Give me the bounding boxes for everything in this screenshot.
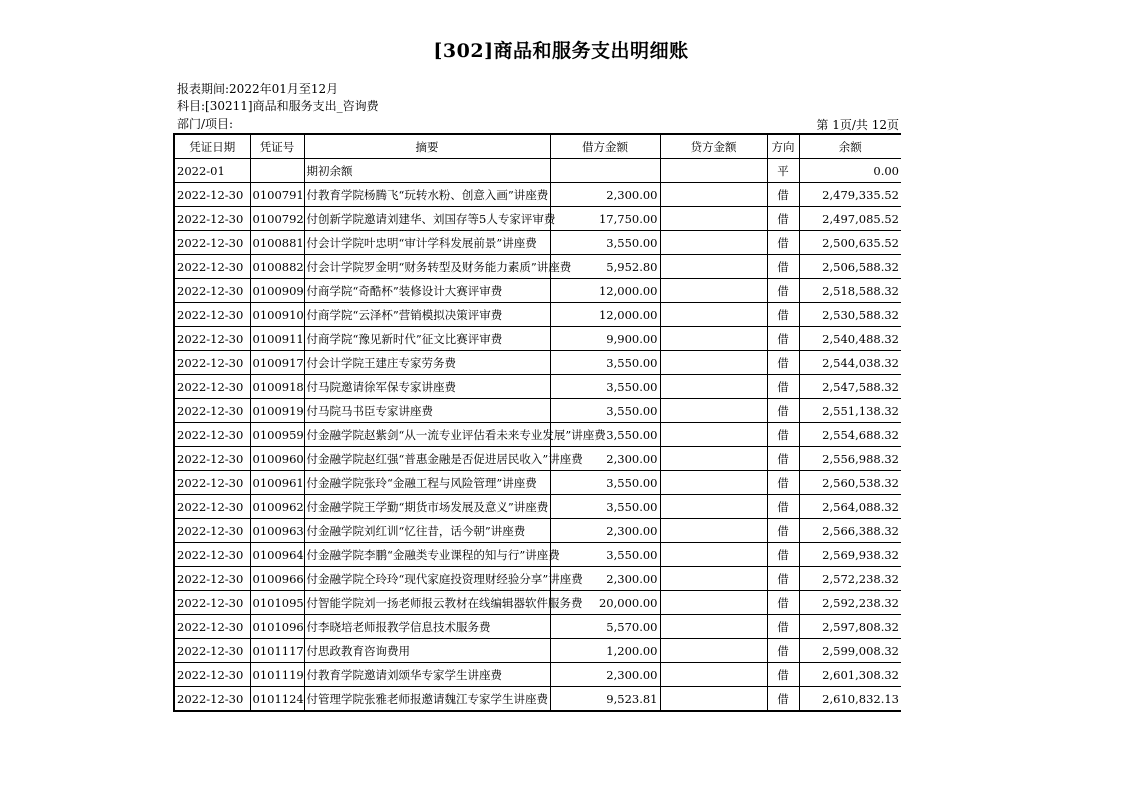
cell-direction: 借: [767, 591, 799, 615]
cell-balance: 2,597,808.32: [799, 615, 901, 639]
cell-balance: 2,497,085.52: [799, 207, 901, 231]
cell-direction: 借: [767, 639, 799, 663]
cell-balance: 2,566,388.32: [799, 519, 901, 543]
cell-date: 2022-12-30: [174, 303, 250, 327]
cell-debit: 3,550.00: [550, 231, 660, 255]
page-indicator: 第 1页/共 12页: [816, 118, 899, 132]
cell-balance: 2,479,335.52: [799, 183, 901, 207]
cell-balance: 2,599,008.32: [799, 639, 901, 663]
table-row: [174, 351, 901, 375]
cell-date: 2022-12-30: [174, 327, 250, 351]
cell-balance: 2,506,588.32: [799, 255, 901, 279]
cell-direction: 借: [767, 567, 799, 591]
report-period: 报表期间:2022年01月至12月: [177, 82, 339, 96]
table-row: [174, 423, 901, 447]
cell-summary: 付金融学院赵红强“普惠金融是否促进居民收入”讲座费: [304, 447, 550, 471]
cell-debit: 2,300.00: [550, 183, 660, 207]
cell-date: 2022-12-30: [174, 567, 250, 591]
table-row: [174, 663, 901, 687]
cell-credit: [660, 591, 767, 615]
cell-direction: 借: [767, 495, 799, 519]
table-row: [174, 159, 901, 183]
cell-debit: 1,200.00: [550, 639, 660, 663]
cell-direction: 借: [767, 351, 799, 375]
cell-credit: [660, 351, 767, 375]
cell-debit: 17,750.00: [550, 207, 660, 231]
account-subject: 科目:[30211]商品和服务支出_咨询费: [177, 99, 379, 113]
cell-balance: 2,544,038.32: [799, 351, 901, 375]
cell-summary: 付马院邀请徐军保专家讲座费: [304, 375, 550, 399]
col-header-voucher-no: 凭证号: [250, 134, 304, 159]
cell-direction: 借: [767, 615, 799, 639]
cell-debit: 3,550.00: [550, 423, 660, 447]
table-row: [174, 279, 901, 303]
table-row: [174, 591, 901, 615]
cell-balance: 2,547,588.32: [799, 375, 901, 399]
cell-voucher-no: 0100964: [250, 543, 304, 567]
cell-voucher-no: 0100792: [250, 207, 304, 231]
cell-balance: 2,500,635.52: [799, 231, 901, 255]
cell-balance: 2,556,988.32: [799, 447, 901, 471]
col-header-balance: 余额: [799, 134, 901, 159]
table-row: [174, 471, 901, 495]
cell-direction: 借: [767, 183, 799, 207]
cell-summary: 付会计学院叶忠明“审计学科发展前景”讲座费: [304, 231, 550, 255]
cell-voucher-no: 0101096: [250, 615, 304, 639]
cell-date: 2022-12-30: [174, 663, 250, 687]
cell-direction: 平: [767, 159, 799, 183]
cell-debit: 9,523.81: [550, 687, 660, 712]
table-row: [174, 519, 901, 543]
cell-balance: 2,554,688.32: [799, 423, 901, 447]
cell-date: 2022-12-30: [174, 687, 250, 712]
cell-debit: 12,000.00: [550, 279, 660, 303]
cell-debit: [550, 159, 660, 183]
cell-credit: [660, 231, 767, 255]
cell-voucher-no: 0100966: [250, 567, 304, 591]
cell-summary: 付商学院“奇酷杯”装修设计大赛评审费: [304, 279, 550, 303]
cell-date: 2022-12-30: [174, 375, 250, 399]
cell-balance: 2,540,488.32: [799, 327, 901, 351]
cell-voucher-no: 0100963: [250, 519, 304, 543]
cell-credit: [660, 207, 767, 231]
cell-credit: [660, 423, 767, 447]
cell-balance: 2,601,308.32: [799, 663, 901, 687]
cell-debit: 3,550.00: [550, 495, 660, 519]
cell-summary: 付金融学院李鹏“金融类专业课程的知与行”讲座费: [304, 543, 550, 567]
cell-voucher-no: 0100918: [250, 375, 304, 399]
cell-summary: 付管理学院张雅老师报邀请魏江专家学生讲座费: [304, 687, 550, 712]
cell-balance: 2,560,538.32: [799, 471, 901, 495]
cell-balance: 2,610,832.13: [799, 687, 901, 712]
col-header-debit: 借方金额: [550, 134, 660, 159]
cell-direction: 借: [767, 255, 799, 279]
cell-balance: 2,592,238.32: [799, 591, 901, 615]
table-row: [174, 231, 901, 255]
table-row: [174, 687, 901, 712]
cell-credit: [660, 255, 767, 279]
table-row: [174, 447, 901, 471]
cell-date: 2022-12-30: [174, 495, 250, 519]
cell-voucher-no: 0100910: [250, 303, 304, 327]
col-header-date: 凭证日期: [174, 134, 250, 159]
cell-debit: 2,300.00: [550, 519, 660, 543]
cell-date: 2022-12-30: [174, 399, 250, 423]
cell-credit: [660, 519, 767, 543]
cell-date: 2022-12-30: [174, 471, 250, 495]
cell-summary: 期初余额: [304, 159, 550, 183]
cell-summary: 付金融学院张玲“金融工程与风险管理”讲座费: [304, 471, 550, 495]
table-row: [174, 495, 901, 519]
table-header-row: [174, 134, 901, 159]
cell-balance: 0.00: [799, 159, 901, 183]
cell-credit: [660, 159, 767, 183]
cell-credit: [660, 183, 767, 207]
cell-debit: 20,000.00: [550, 591, 660, 615]
cell-balance: 2,569,938.32: [799, 543, 901, 567]
cell-summary: 付教育学院邀请刘颂华专家学生讲座费: [304, 663, 550, 687]
cell-date: 2022-12-30: [174, 351, 250, 375]
table-row: [174, 327, 901, 351]
cell-date: 2022-12-30: [174, 543, 250, 567]
table-row: [174, 183, 901, 207]
cell-voucher-no: 0100961: [250, 471, 304, 495]
cell-direction: 借: [767, 687, 799, 712]
cell-debit: 5,952.80: [550, 255, 660, 279]
cell-direction: 借: [767, 543, 799, 567]
cell-date: 2022-12-30: [174, 591, 250, 615]
cell-balance: 2,572,238.32: [799, 567, 901, 591]
cell-direction: 借: [767, 327, 799, 351]
cell-credit: [660, 471, 767, 495]
cell-debit: 3,550.00: [550, 471, 660, 495]
cell-direction: 借: [767, 663, 799, 687]
cell-summary: 付创新学院邀请刘建华、刘国存等5人专家评审费: [304, 207, 550, 231]
cell-summary: 付马院马书臣专家讲座费: [304, 399, 550, 423]
cell-debit: 3,550.00: [550, 351, 660, 375]
cell-debit: 2,300.00: [550, 663, 660, 687]
cell-voucher-no: 0101119: [250, 663, 304, 687]
cell-credit: [660, 279, 767, 303]
cell-date: 2022-12-30: [174, 279, 250, 303]
cell-credit: [660, 303, 767, 327]
cell-debit: 5,570.00: [550, 615, 660, 639]
cell-debit: 3,550.00: [550, 399, 660, 423]
cell-voucher-no: 0101124: [250, 687, 304, 712]
cell-credit: [660, 687, 767, 712]
table-row: [174, 375, 901, 399]
cell-balance: 2,530,588.32: [799, 303, 901, 327]
table-row: [174, 615, 901, 639]
report-title: [302]商品和服务支出明细账: [433, 40, 689, 62]
col-header-summary: 摘要: [304, 134, 550, 159]
cell-date: 2022-12-30: [174, 183, 250, 207]
cell-debit: 3,550.00: [550, 543, 660, 567]
table-row: [174, 255, 901, 279]
cell-credit: [660, 375, 767, 399]
cell-date: 2022-12-30: [174, 207, 250, 231]
cell-direction: 借: [767, 423, 799, 447]
cell-balance: 2,551,138.32: [799, 399, 901, 423]
cell-direction: 借: [767, 279, 799, 303]
cell-voucher-no: 0100909: [250, 279, 304, 303]
cell-summary: 付商学院“云泽杯”营销模拟决策评审费: [304, 303, 550, 327]
cell-summary: 付会计学院罗金明“财务转型及财务能力素质”讲座费: [304, 255, 550, 279]
cell-date: 2022-12-30: [174, 639, 250, 663]
cell-debit: 12,000.00: [550, 303, 660, 327]
cell-voucher-no: 0100962: [250, 495, 304, 519]
cell-direction: 借: [767, 231, 799, 255]
cell-direction: 借: [767, 519, 799, 543]
cell-date: 2022-12-30: [174, 519, 250, 543]
cell-direction: 借: [767, 447, 799, 471]
cell-debit: 2,300.00: [550, 447, 660, 471]
cell-direction: 借: [767, 303, 799, 327]
cell-summary: 付金融学院仝玲玲“现代家庭投资理财经验分享”讲座费: [304, 567, 550, 591]
cell-credit: [660, 639, 767, 663]
cell-direction: 借: [767, 399, 799, 423]
cell-summary: 付会计学院王建庄专家劳务费: [304, 351, 550, 375]
department-project: 部门/项目:: [177, 117, 234, 131]
cell-credit: [660, 663, 767, 687]
cell-credit: [660, 567, 767, 591]
table-row: [174, 639, 901, 663]
cell-credit: [660, 543, 767, 567]
ledger-table: [173, 133, 901, 712]
cell-summary: 付智能学院刘一扬老师报云教材在线编辑器软件服务费: [304, 591, 550, 615]
cell-summary: 付思政教育咨询费用: [304, 639, 550, 663]
cell-date: 2022-12-30: [174, 231, 250, 255]
cell-summary: 付教育学院杨腾飞“玩转水粉、创意入画”讲座费: [304, 183, 550, 207]
cell-credit: [660, 615, 767, 639]
cell-balance: 2,564,088.32: [799, 495, 901, 519]
cell-summary: 付金融学院王学勤“期货市场发展及意义”讲座费: [304, 495, 550, 519]
cell-debit: 9,900.00: [550, 327, 660, 351]
col-header-credit: 贷方金额: [660, 134, 767, 159]
col-header-direction: 方向: [767, 134, 799, 159]
cell-summary: 付金融学院赵紫剑“从一流专业评估看未来专业发展”讲座费: [304, 423, 550, 447]
table-row: [174, 567, 901, 591]
cell-voucher-no: [250, 159, 304, 183]
cell-summary: 付商学院“豫见新时代”征文比赛评审费: [304, 327, 550, 351]
cell-debit: 3,550.00: [550, 375, 660, 399]
table-row: [174, 399, 901, 423]
cell-voucher-no: 0100917: [250, 351, 304, 375]
cell-credit: [660, 399, 767, 423]
cell-date: 2022-01: [174, 159, 250, 183]
cell-voucher-no: 0100959: [250, 423, 304, 447]
table-row: [174, 207, 901, 231]
table-row: [174, 543, 901, 567]
cell-date: 2022-12-30: [174, 447, 250, 471]
cell-voucher-no: 0101117: [250, 639, 304, 663]
cell-credit: [660, 327, 767, 351]
cell-voucher-no: 0100960: [250, 447, 304, 471]
cell-date: 2022-12-30: [174, 423, 250, 447]
table-row: [174, 303, 901, 327]
cell-debit: 2,300.00: [550, 567, 660, 591]
cell-voucher-no: 0100791: [250, 183, 304, 207]
cell-direction: 借: [767, 207, 799, 231]
cell-voucher-no: 0100919: [250, 399, 304, 423]
cell-credit: [660, 447, 767, 471]
cell-summary: 付金融学院刘红训“忆往昔，话今朝”讲座费: [304, 519, 550, 543]
cell-voucher-no: 0100911: [250, 327, 304, 351]
cell-direction: 借: [767, 471, 799, 495]
cell-balance: 2,518,588.32: [799, 279, 901, 303]
cell-credit: [660, 495, 767, 519]
cell-voucher-no: 0101095: [250, 591, 304, 615]
cell-voucher-no: 0100881: [250, 231, 304, 255]
cell-date: 2022-12-30: [174, 615, 250, 639]
cell-summary: 付李晓培老师报教学信息技术服务费: [304, 615, 550, 639]
cell-date: 2022-12-30: [174, 255, 250, 279]
cell-voucher-no: 0100882: [250, 255, 304, 279]
cell-direction: 借: [767, 375, 799, 399]
